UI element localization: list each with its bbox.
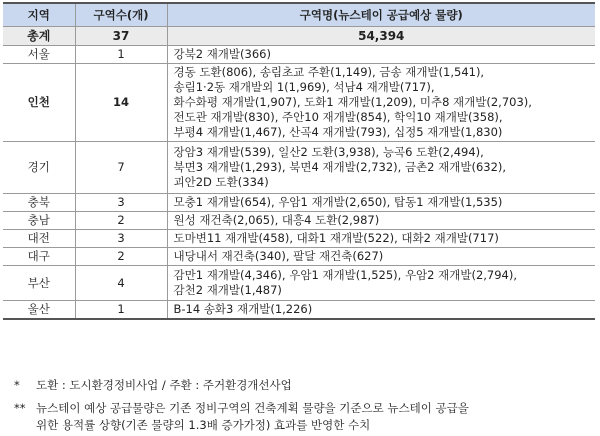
district-line: 북면3 재개발(1,293), 북면4 재개발(2,732), 금촌2 재개발(632),: [173, 160, 507, 174]
table-row: [3, 266, 595, 301]
count-cell: 2: [75, 248, 167, 266]
district-line: 모충1 재개발(654), 우암1 재개발(2,650), 탑동1 재개발(1,535): [173, 195, 503, 209]
table-row: [3, 64, 595, 142]
total-row: [3, 27, 595, 46]
count-cell: 14: [75, 64, 167, 142]
count-cell: 1: [75, 46, 167, 64]
table-row: [3, 194, 595, 212]
district-table: [3, 2, 595, 320]
count-cell: 1: [75, 301, 167, 319]
header-region: 지역: [3, 3, 75, 27]
table-row: [3, 142, 595, 194]
district-line: 강북2 재개발(366): [173, 47, 271, 61]
district-names-cell: [167, 64, 595, 142]
region-cell: 울산: [3, 301, 75, 319]
count-cell: 3: [75, 194, 167, 212]
footnote-2: [14, 400, 469, 417]
region-cell: 서울: [3, 46, 75, 64]
district-line: 장암3 재개발(539), 일산2 도환(3,938), 능곡6 도환(2,494),: [173, 145, 484, 159]
region-cell: 대구: [3, 248, 75, 266]
district-names-cell: [167, 142, 595, 194]
count-cell: 4: [75, 266, 167, 301]
district-line: 괴안2D 도환(334): [173, 175, 269, 189]
district-line: 부평4 재개발(1,467), 산곡4 재개발(793), 십정5 재개발(1,830): [173, 125, 503, 139]
district-line: 화수화평 재개발(1,907), 도화1 재개발(1,209), 미추8 재개발(2,703),: [173, 95, 532, 109]
total-amount: 54,394: [167, 27, 595, 46]
footnote-1: [14, 377, 292, 394]
region-cell: 인천: [3, 64, 75, 142]
footnote-1-text: 도환 : 도시환경정비사업 / 주환 : 주거환경개선사업: [36, 378, 292, 392]
header-count: 구역수(개): [75, 3, 167, 27]
district-line: 경동 도환(806), 송림초교 주환(1,149), 금송 재개발(1,541),: [173, 65, 485, 79]
footnote-2-cont: [14, 417, 370, 434]
header-names: 구역명(뉴스테이 공급예상 물량): [167, 3, 595, 27]
table-row: [3, 46, 595, 64]
table-row: [3, 301, 595, 319]
district-names-cell: [167, 266, 595, 301]
footnote-2-mark: **: [14, 401, 26, 415]
count-cell: 3: [75, 230, 167, 248]
total-count: 37: [75, 27, 167, 46]
district-names-cell: [167, 194, 595, 212]
footnote-2-line-2: 위한 용적률 상향(기존 물량의 1.3배 증가가정) 효과를 반영한 수치: [36, 418, 371, 432]
region-cell: 충북: [3, 194, 75, 212]
district-names-cell: [167, 230, 595, 248]
table-row: [3, 212, 595, 230]
district-line: 원성 재건축(2,065), 대흥4 도환(2,987): [173, 213, 380, 227]
district-line: 전도관 재개발(830), 주안10 재개발(854), 학익10 재개발(358),: [173, 110, 503, 124]
district-names-cell: [167, 301, 595, 319]
district-names-cell: [167, 212, 595, 230]
district-line: 내당내서 재건축(340), 팔달 재건축(627): [173, 249, 384, 263]
count-cell: 7: [75, 142, 167, 194]
district-line: 감천2 재개발(1,487): [173, 283, 282, 297]
footnote-1-mark: *: [14, 378, 20, 392]
table-header-row: [3, 3, 595, 27]
table-row: [3, 230, 595, 248]
count-cell: 2: [75, 212, 167, 230]
region-cell: 경기: [3, 142, 75, 194]
table-row: [3, 248, 595, 266]
district-names-cell: [167, 46, 595, 64]
region-cell: 부산: [3, 266, 75, 301]
district-line: B-14 송화3 재개발(1,226): [173, 301, 313, 316]
total-label: 총계: [3, 27, 75, 46]
footnote-2-line-1: 뉴스테이 예상 공급물량은 기존 정비구역의 건축계획 물량을 기준으로 뉴스테이 공급을: [36, 401, 469, 415]
district-line: 송림1·2동 재개발외 1(1,969), 석남4 재개발(717),: [173, 80, 435, 94]
district-names-cell: [167, 248, 595, 266]
district-line: 도마변11 재개발(458), 대화1 재개발(522), 대화2 재개발(717): [173, 231, 499, 245]
region-cell: 대전: [3, 230, 75, 248]
district-line: 감만1 재개발(4,346), 우암1 재개발(1,525), 우암2 재개발(2,794),: [173, 268, 518, 282]
region-cell: 충남: [3, 212, 75, 230]
